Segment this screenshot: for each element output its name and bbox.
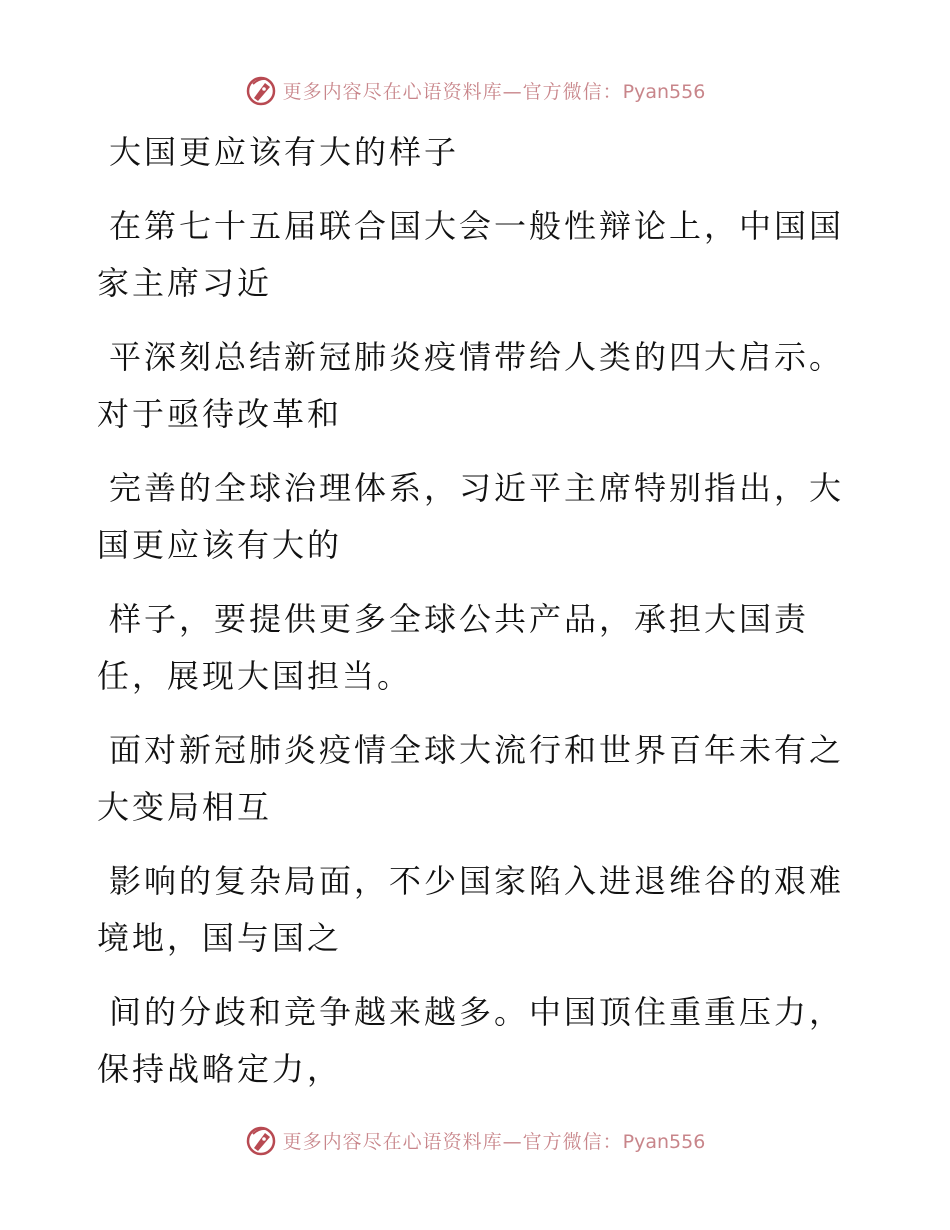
paragraph-line: 保持战略定力， — [97, 1050, 343, 1088]
paragraph-line: 国更应该有大的 — [97, 526, 343, 564]
watermark-text: 更多内容尽在心语资料库—官方微信：Pyan556 — [282, 1130, 706, 1153]
document-body — [97, 124, 845, 1115]
paragraph-line: 对于亟待改革和 — [97, 395, 343, 433]
header-watermark — [0, 70, 950, 110]
paragraph — [97, 853, 845, 967]
paragraph-line: 在第七十五届联合国大会一般性辩论上，中国国 — [109, 207, 845, 245]
paragraph-line: 影响的复杂局面，不少国家陷入进退维谷的艰难 — [109, 862, 845, 900]
paragraph — [97, 591, 837, 705]
document-title — [97, 124, 837, 181]
title-text: 大国更应该有大的样子 — [109, 133, 460, 171]
paragraph — [97, 722, 845, 836]
paragraph — [97, 329, 845, 443]
footer-watermark — [0, 1120, 950, 1160]
paragraph-line: 家主席习近 — [97, 264, 273, 302]
watermark-text: 更多内容尽在心语资料库—官方微信：Pyan556 — [282, 80, 706, 103]
paragraph — [97, 984, 845, 1098]
paragraph-line: 完善的全球治理体系，习近平主席特别指出，大 — [109, 469, 845, 507]
paragraph-line: 间的分歧和竞争越来越多。中国顶住重重压力， — [109, 993, 845, 1031]
paragraph-line: 任，展现大国担当。 — [97, 657, 413, 695]
paragraph-line: 境地，国与国之 — [97, 919, 343, 957]
paragraph — [97, 198, 845, 312]
paragraph-line: 面对新冠肺炎疫情全球大流行和世界百年未有之 — [109, 731, 845, 769]
paragraph — [97, 460, 845, 574]
paragraph-line: 样子，要提供更多全球公共产品，承担大国责 — [109, 600, 810, 638]
pen-nib-circle-icon — [245, 74, 277, 106]
paragraph-line: 大变局相互 — [97, 788, 273, 826]
paragraph-line: 平深刻总结新冠肺炎疫情带给人类的四大启示。 — [109, 338, 845, 376]
paragraph-list — [97, 198, 845, 1098]
pen-nib-circle-icon — [245, 1124, 277, 1156]
